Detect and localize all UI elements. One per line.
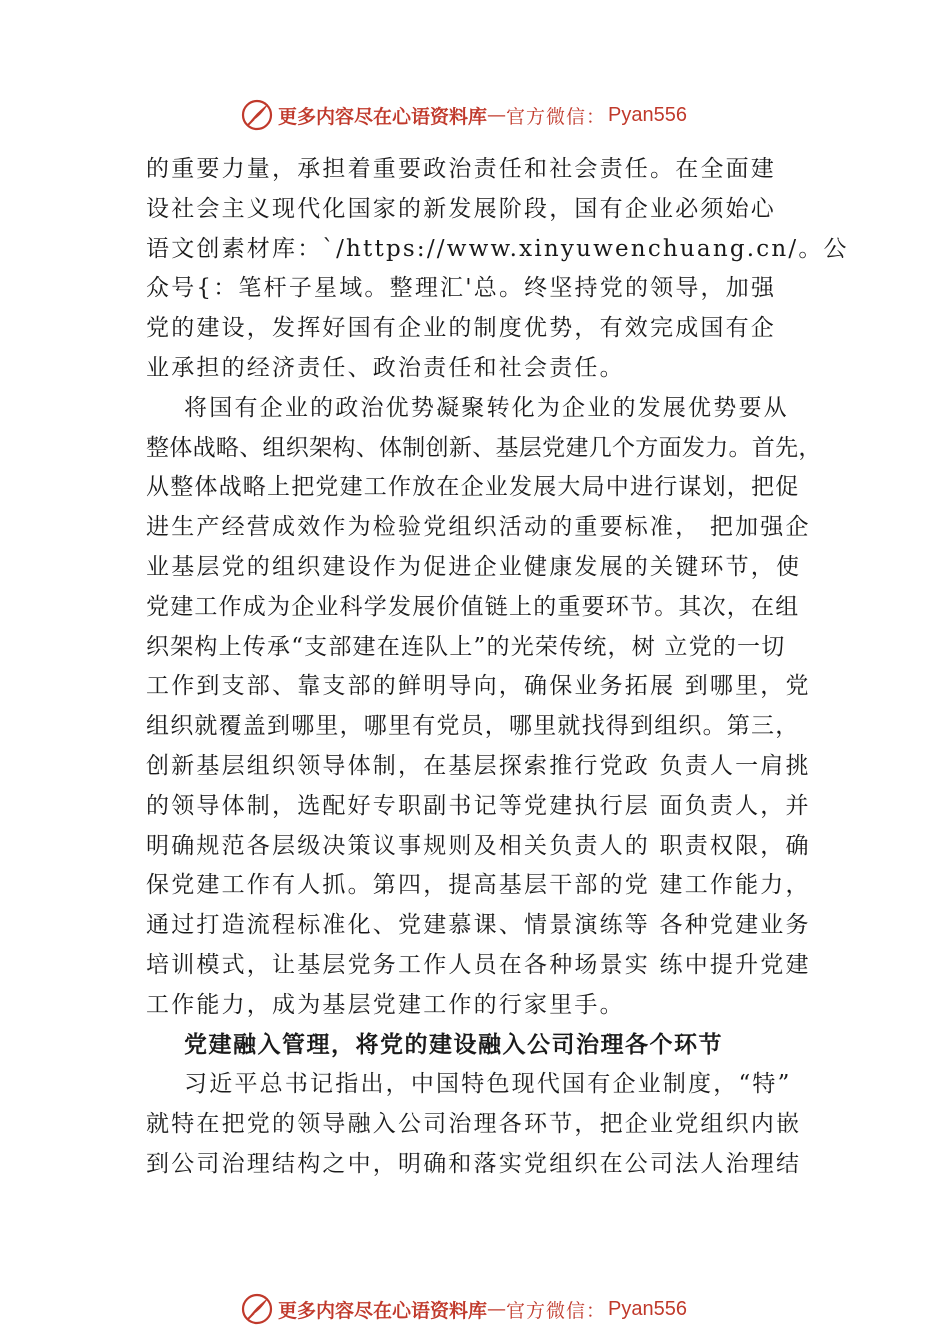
text-line: 到公司治理结构之中，明确和落实党组织在公司法人治理结: [146, 1150, 802, 1177]
text-line: 语文创素材库：`/https://www.xinyuwenchuang.cn/。公: [146, 235, 849, 262]
quill-circle-icon: [240, 1292, 274, 1326]
text-line: 工作到支部、靠支部的鲜明导向，确保业务拓展 到哪里，党: [146, 673, 811, 700]
text-line: 的领导体制，选配好专职副书记等党建执行层 面负责人，并: [146, 792, 811, 819]
text-line: 众号{：笔杆子星域。整理汇'总。终坚持党的领导，加强: [146, 275, 777, 302]
text-line: 从整体战略上把党建工作放在企业发展大局中进行谋划，把促: [146, 474, 800, 501]
text-line: 整体战略、组织架构、体制创新、基层党建几个方面发力。首先，: [146, 434, 822, 461]
text-line: 明确规范各层级决策议事规则及相关负责人的 职责权限，确: [146, 832, 811, 859]
text-line: 党的建设，发挥好国有企业的制度优势，有效完成国有企: [146, 315, 776, 342]
document-body: [146, 150, 849, 1185]
header-watermark: [240, 96, 800, 134]
text-line: 组织就覆盖到哪里，哪里有党员，哪里就找得到组织。第三，: [146, 713, 800, 740]
footer-watermark: [240, 1290, 800, 1328]
text-line: 创新基层组织领导体制，在基层探索推行党政 负责人一肩挑: [146, 752, 811, 779]
text-line: 织架构上传承“支部建在连队上”的光荣传统，树 立党的一切: [146, 633, 786, 660]
text-line: 通过打造流程标准化、党建慕课、情景演练等 各种党建业务: [146, 912, 811, 939]
watermark-main-text: 更多内容尽在心语资料库: [278, 105, 488, 128]
text-line: 业基层党的组织建设作为促进企业健康发展的关键环节，使: [146, 553, 802, 580]
text-line: 党建工作成为企业科学发展价值链上的重要环节。其次，在组: [146, 593, 800, 620]
watermark-main-text: 更多内容尽在心语资料库: [278, 1299, 488, 1322]
watermark-dash: —: [487, 1298, 507, 1320]
watermark-sub-text: 官方微信：: [506, 1299, 607, 1322]
text-line: 工作能力，成为基层党建工作的行家里手。: [146, 991, 625, 1018]
text-line: 保党建工作有人抓。第四，提高基层干部的党 建工作能力，: [146, 872, 811, 899]
watermark-id: Pyan556: [608, 1297, 687, 1320]
text-line: 进生产经营成效作为检验党组织活动的重要标准， 把加强企: [146, 514, 811, 541]
watermark-dash: —: [487, 104, 507, 126]
watermark-sub-text: 官方微信：: [506, 105, 607, 128]
text-line: 设社会主义现代化国家的新发展阶段，国有企业必须始心: [146, 195, 776, 222]
text-line: 就特在把党的领导融入公司治理各环节，把企业党组织内嵌: [146, 1111, 802, 1138]
quill-circle-icon: [240, 98, 274, 132]
text-line: 习近平总书记指出，中国特色现代国有企业制度，“特”: [146, 1071, 792, 1098]
text-line: 将国有企业的政治优势凝聚转化为企业的发展优势要从: [146, 394, 789, 421]
text-line: 的重要力量，承担着重要政治责任和社会责任。在全面建: [146, 156, 776, 182]
text-line: 培训模式，让基层党务工作人员在各种场景实 练中提升党建: [146, 951, 811, 978]
text-line: 业承担的经济责任、政治责任和社会责任。: [146, 354, 625, 381]
section-heading: 党建融入管理，将党的建设融入公司治理各个环节: [146, 1031, 724, 1058]
watermark-id: Pyan556: [608, 103, 687, 126]
